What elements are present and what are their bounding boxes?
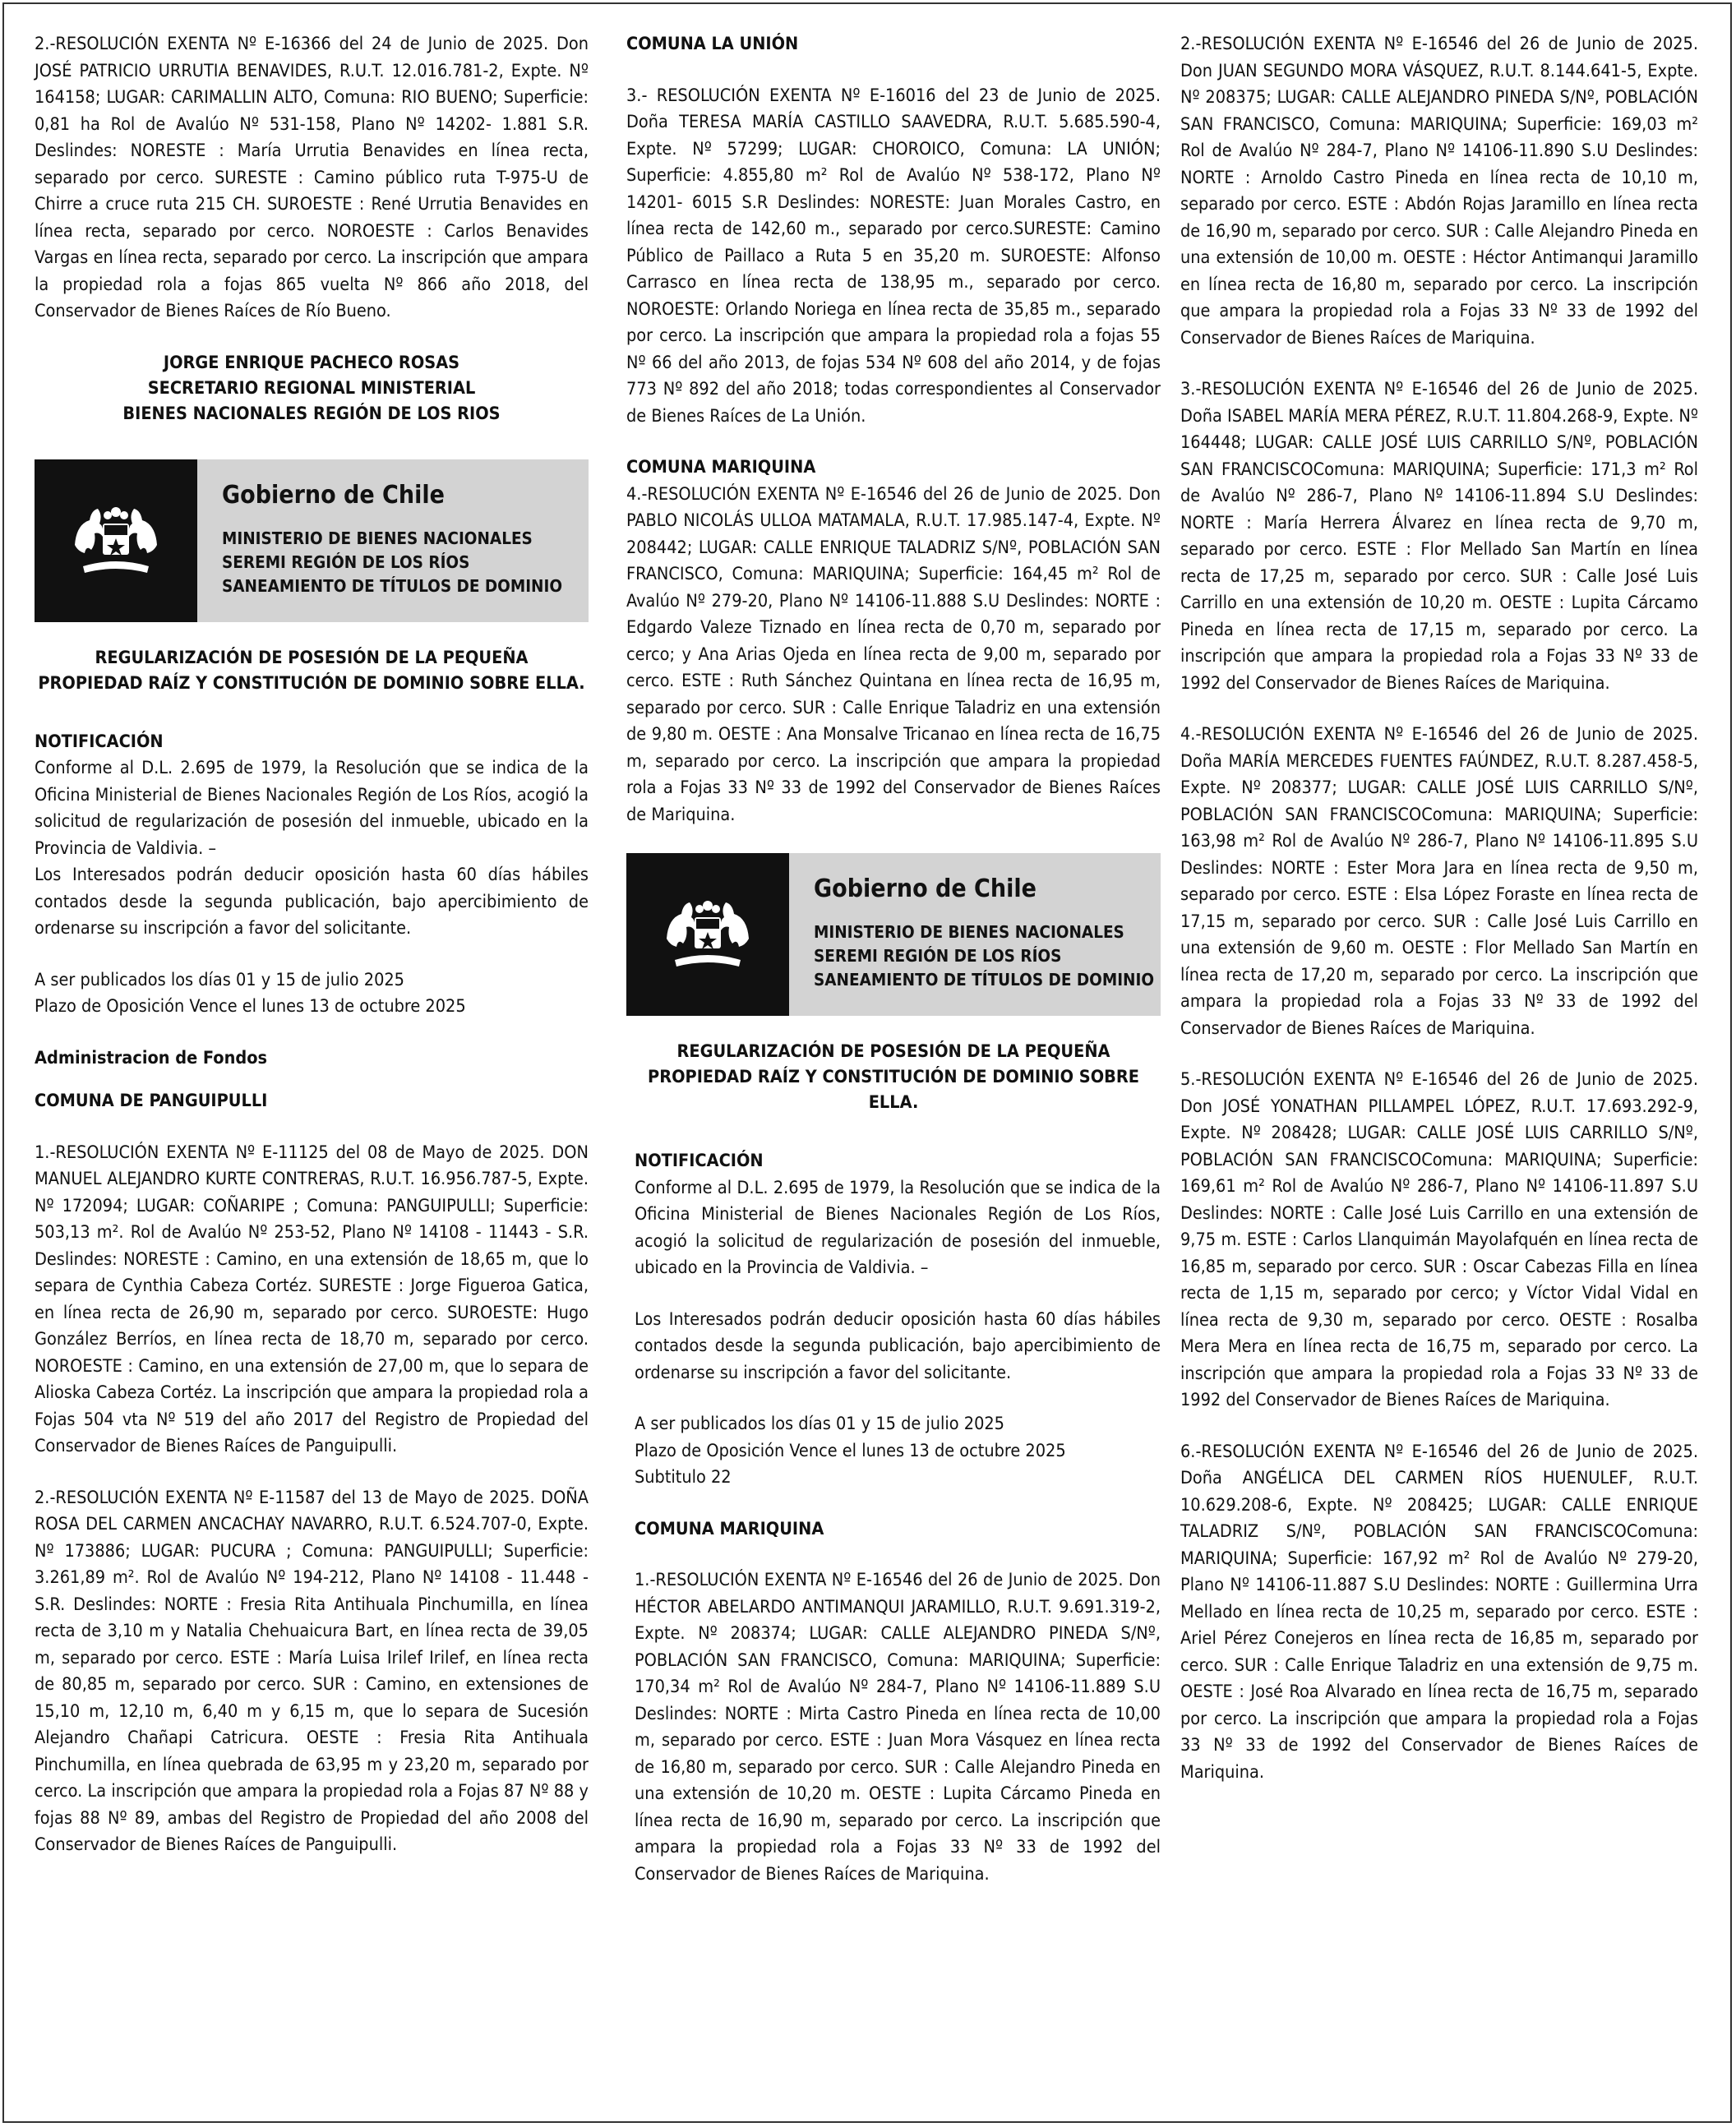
column-1 [35, 31, 589, 1884]
entry-panguipulli-1: 1.-RESOLUCIÓN EXENTA Nº E-11125 del 08 de Mayo de 2025. DON MANUEL ALEJANDRO KURTE CONTRERAS, R.U.T. 16.956.787-5, Expte. Nº 172094; LUGAR: COÑARIPE ; Comuna: PANGUIPULLI; Superficie: 503,13 m². Rol de Avalúo Nº 253-52, Plano Nº 14108 - 11443 - S.R. Deslindes: NORESTE : Camino, en una extensión de 18,65 m, que lo separa de Cynthia Cabeza Cortéz. SURESTE : Jorge Figueroa Gatica, en línea recta de 26,90 m, separado por cerco. SUROESTE: Hugo González Berríos, en línea recta de 18,70 m, separado por cerco. NOROESTE : Camino, en una extensión de 27,00 m, que lo separa de Alioska Cabeza Cortéz. La inscripción que ampara la propiedad rola a Fojas 504 vta Nº 519 del año 2017 del Registro de Propiedad del Conservador de Bienes Raíces de Panguipulli. [35, 1142, 589, 1456]
column-3 [1180, 31, 1698, 1811]
entry-mariquina-3: 3.-RESOLUCIÓN EXENTA Nº E-16546 del 26 de Junio de 2025. Doña ISABEL MARÍA MERA PÉREZ, R.U.T. 11.804.268-9, Expte. Nº 164448; LUGAR: CALLE JOSÉ LUIS CARRILLO S/Nº, POBLACIÓN SAN FRANCISCOComuna: MARIQUINA; Superficie: 171,3 m² Rol de Avalúo Nº 286-7, Plano Nº 14106-11.894 S.U Deslindes: NORTE : María Herrera Álvarez en línea recta de 9,70 m, separado por cerco. ESTE : Flor Mellado San Martín en línea recta de 17,25 m, separado por cerco. SUR : Calle José Luis Carrillo en una extensión de 10,20 m. OESTE : Lupita Cárcamo Pineda en línea recta de 17,15 m, separado por cerco. La inscripción que ampara la propiedad rola a Fojas 33 Nº 33 de 1992 del Conservador de Bienes Raíces de Mariquina. [1180, 379, 1698, 694]
regularizacion-line-2: PROPIEDAD RAÍZ Y CONSTITUCIÓN DE DOMINIO SOBRE ELLA. [648, 1067, 1139, 1113]
signature-dept: BIENES NACIONALES REGIÓN DE LOS RIOS [122, 403, 501, 424]
regularizacion-line-2: PROPIEDAD RAÍZ Y CONSTITUCIÓN DE DOMINIO SOBRE ELLA. [38, 672, 585, 694]
publicacion-fechas: A ser publicados los días 01 y 15 de julio 2025 [35, 969, 404, 990]
entry-panguipulli-2: 2.-RESOLUCIÓN EXENTA Nº E-11587 del 13 de Mayo de 2025. DOÑA ROSA DEL CARMEN ANCACHAY NAVARRO, R.U.T. 6.524.707-0, Expte. Nº 173886; LUGAR: PUCURA ; Comuna: PANGUIPULLI; Superficie: 3.261,89 m². Rol de Avalúo Nº 194-212, Plano Nº 14108 - 11.448 - S.R. Deslindes: NORTE : Fresia Rita Antihuala Pinchumilla, en línea recta de 3,10 m y Natalia Chehuaicura Bart, en línea recta de 39,05 m, separado por cerco. ESTE : María Luisa Irilef Irilef, en línea recta de 80,85 m, separado por cerco. SUR : Camino, en extensiones de 15,10 m, 12,10 m, 6,40 m y 6,15 m, que lo separa de Sucesión Alejandro Chañapi Catricura. OESTE : Fresia Rita Antihuala Pinchumilla, en línea quebrada de 63,95 m y 23,20 m, separado por cerco. La inscripción que ampara la propiedad rola a Fojas 87 Nº 88 y fojas 88 Nº 89, ambas del Registro de Propiedad del año 2008 del Conservador de Bienes Raíces de Panguipulli. [35, 1487, 589, 1855]
chile-coat-of-arms-icon [35, 459, 197, 622]
banner-text [789, 853, 1161, 1016]
oposicion-text-2: Los Interesados podrán deducir oposición hasta 60 días hábiles contados desde la segunda publicación, bajo apercibimiento de ordenarse su inscripción a favor del solicitante. [635, 1308, 1161, 1383]
comuna-mariquina-title: COMUNA MARIQUINA [626, 457, 816, 478]
chile-coat-of-arms-icon [626, 853, 789, 1016]
regularizacion-line-1: REGULARIZACIÓN DE POSESIÓN DE LA PEQUEÑA [95, 647, 529, 668]
comuna-mariquina-title-2: COMUNA MARIQUINA [635, 1518, 824, 1539]
notificacion-text: Conforme al D.L. 2.695 de 1979, la Resolución que se indica de la Oficina Ministerial de Bienes Nacionales Región de Los Ríos, acogió la solicitud de regularización de posesión del inmueble, ubicado en la Provincia de Valdivia. – [35, 758, 589, 859]
gobierno-banner [35, 459, 589, 622]
plazo-oposicion-2: Plazo de Oposición Vence el lunes 13 de octubre 2025 [635, 1440, 1066, 1461]
entry-mariquina-6: 6.-RESOLUCIÓN EXENTA Nº E-16546 del 26 de Junio de 2025. Doña ANGÉLICA DEL CARMEN RÍOS HUENULEF, R.U.T. 10.629.208-6, Expte. Nº 208425; LUGAR: CALLE ENRIQUE TALADRIZ S/Nº, POBLACIÓN SAN FRANCISCOComuna: MARIQUINA; Superficie: 167,92 m² Rol de Avalúo Nº 279-20, Plano Nº 14106-11.887 S.U Deslindes: NORTE : Guillermina Urra Mellado en línea recta de 10,25 m, separado por cerco. ESTE : Ariel Pérez Conejeros en línea recta de 16,85 m, separado por cerco. SUR : Calle Enrique Taladriz en una extensión de 9,75 m. OESTE : José Roa Alvarado en línea recta de 16,75 m, separado por cerco. La inscripción que ampara la propiedad rola a Fojas 33 Nº 33 de 1992 del Conservador de Bienes Raíces de Mariquina. [1180, 1441, 1698, 1783]
entry-mariquina-4b: 4.-RESOLUCIÓN EXENTA Nº E-16546 del 26 de Junio de 2025. Doña MARÍA MERCEDES FUENTES FAÚNDEZ, R.U.T. 8.287.458-5, Expte. Nº 208377; LUGAR: CALLE JOSÉ LUIS CARRILLO S/Nº, POBLACIÓN SAN FRANCISCOComuna: MARIQUINA; Superficie: 163,98 m² Rol de Avalúo Nº 286-7, Plano Nº 14106-11.895 S.U Deslindes: NORTE : Ester Mora Jara en línea recta de 9,50 m, separado por cerco. ESTE : Elsa López Foraste en línea recta de 17,15 m, separado por cerco. SUR : Calle José Luis Carrillo en una extensión de 9,60 m. OESTE : Flor Mellado San Martín en línea recta de 17,20 m, separado por cerco. La inscripción que ampara la propiedad rola a Fojas 33 Nº 33 de 1992 del Conservador de Bienes Raíces de Mariquina. [1180, 724, 1698, 1039]
banner-title: Gobierno de Chile [814, 874, 1037, 903]
administracion-fondos: Administracion de Fondos [35, 1047, 267, 1068]
notificacion-text-2: Conforme al D.L. 2.695 de 1979, la Resolución que se indica de la Oficina Ministerial de Bienes Nacionales Región de Los Ríos, acogió la solicitud de regularización de posesión del inmueble, ubicado en la Provincia de Valdivia. – [635, 1177, 1161, 1278]
subtitulo: Subtitulo 22 [635, 1467, 732, 1488]
column-2 [626, 31, 1161, 1912]
banner-title: Gobierno de Chile [222, 480, 445, 510]
entry-mariquina-4: 4.-RESOLUCIÓN EXENTA Nº E-16546 del 26 de Junio de 2025. Don PABLO NICOLÁS ULLOA MATAMALA, R.U.T. 17.985.147-4, Expte. Nº 208442; LUGAR: CALLE ENRIQUE TALADRIZ S/Nº, POBLACIÓN SAN FRANCISCO, Comuna: MARIQUINA; Superficie: 164,45 m² Rol de Avalúo Nº 279-20, Plano Nº 14106-11.888 S.U Deslindes: NORTE : Edgardo Valeze Tiznado en línea recta de 0,70 m, separado por cerco; y Ana Arias Ojeda en línea recta de 9,00 m, separado por cerco. ESTE : Ruth Sánchez Quintana en línea recta de 16,95 m, separado por cerco. SUR : Calle Enrique Taladriz en una extensión de 9,80 m. OESTE : Ana Monsalve Tricanao en línea recta de 16,75 m, separado por cerco. La inscripción que ampara la propiedad rola a Fojas 33 Nº 33 de 1992 del Conservador de Bienes Raíces de Mariquina. [626, 483, 1161, 825]
banner-text [197, 459, 589, 622]
entry-mariquina-1: 1.-RESOLUCIÓN EXENTA Nº E-16546 del 26 de Junio de 2025. Don HÉCTOR ABELARDO ANTIMANQUI JARAMILLO, R.U.T. 9.691.319-2, Expte. Nº 208374; LUGAR: CALLE ALEJANDRO PINEDA S/Nº, POBLACIÓN SAN FRANCISCO, Comuna: MARIQUINA; Superficie: 170,34 m² Rol de Avalúo Nº 284-7, Plano Nº 14106-11.889 S.U Deslindes: NORTE : Mirta Castro Pineda en línea recta de 10,00 m, separado por cerco. ESTE : Juan Mora Vásquez en línea recta de 16,80 m, separado por cerco. SUR : Calle Alejandro Pineda en una extensión de 10,20 m. OESTE : Lupita Cárcamo Pineda en línea recta de 16,90 m, separado por cerco. La inscripción que ampara la propiedad rola a Fojas 33 Nº 33 de 1992 del Conservador de Bienes Raíces de Mariquina. [635, 1570, 1161, 1885]
banner-ministry: MINISTERIO DE BIENES NACIONALES [814, 922, 1124, 942]
entry-mariquina-5: 5.-RESOLUCIÓN EXENTA Nº E-16546 del 26 de Junio de 2025. Don JOSÉ YONATHAN PILLAMPEL LÓPEZ, R.U.T. 17.693.292-9, Expte. Nº 208428; LUGAR: CALLE JOSÉ LUIS CARRILLO S/Nº, POBLACIÓN SAN FRANCISCOComuna: MARIQUINA; Superficie: 169,61 m² Rol de Avalúo Nº 286-7, Plano Nº 14106-11.897 S.U Deslindes: NORTE : Calle José Luis Carrillo en una extensión de 9,75 m. ESTE : Carlos Llanquimán Mayolafquén en línea recta de 16,85 m, separado por cerco. SUR : Oscar Cabezas Filla en línea recta de 1,15 m, separado por cerco; y Víctor Vidal Vidal en línea recta de 9,30 m, separado por cerco. OESTE : Rosalba Mera Mera en línea recta de 16,75 m, separado por cerco. La inscripción que ampara la propiedad rola a Fojas 33 Nº 33 de 1992 del Conservador de Bienes Raíces de Mariquina. [1180, 1069, 1698, 1410]
regularizacion-heading [35, 645, 589, 696]
entry-mariquina-2: 2.-RESOLUCIÓN EXENTA Nº E-16546 del 26 de Junio de 2025. Don JUAN SEGUNDO MORA VÁSQUEZ, R.U.T. 8.144.641-5, Expte. Nº 208375; LUGAR: CALLE ALEJANDRO PINEDA S/Nº, POBLACIÓN SAN FRANCISCO, Comuna: MARIQUINA; Superficie: 169,03 m² Rol de Avalúo Nº 284-7, Plano Nº 14106-11.890 S.U Deslindes: NORTE : Arnoldo Castro Pineda en línea recta de 10,10 m, separado por cerco. ESTE : Abdón Rojas Jaramillo en línea recta de 16,90 m, separado por cerco. SUR : Calle Alejandro Pineda en una extensión de 10,00 m. OESTE : Héctor Antimanqui Jaramillo en línea recta de 16,80 m, separado por cerco. La inscripción que ampara la propiedad rola a Fojas 33 Nº 33 de 1992 del Conservador de Bienes Raíces de Mariquina. [1180, 34, 1698, 348]
regularizacion-heading-2 [626, 1039, 1161, 1115]
comuna-la-union-title: COMUNA LA UNIÓN [626, 34, 799, 54]
gobierno-banner-2 [626, 853, 1161, 1016]
notificacion-title-2: NOTIFICACIÓN [635, 1151, 764, 1171]
banner-saneamiento: SANEAMIENTO DE TÍTULOS DE DOMINIO [222, 575, 563, 596]
signature-block [35, 350, 589, 427]
signature-role: SECRETARIO REGIONAL MINISTERIAL [147, 377, 476, 399]
banner-seremi: SEREMI REGIÓN DE LOS RÍOS [814, 946, 1062, 966]
notificacion-title: NOTIFICACIÓN [35, 731, 164, 752]
banner-saneamiento: SANEAMIENTO DE TÍTULOS DE DOMINIO [814, 970, 1155, 990]
oposicion-text: Los Interesados podrán deducir oposición hasta 60 días hábiles contados desde la segunda publicación, bajo apercibimiento de ordenarse su inscripción a favor del solicitante. [35, 865, 589, 939]
banner-ministry: MINISTERIO DE BIENES NACIONALES [222, 528, 533, 548]
entry-la-union-3: 3.- RESOLUCIÓN EXENTA Nº E-16016 del 23 de Junio de 2025. Doña TERESA MARÍA CASTILLO SAAVEDRA, R.U.T. 5.685.590-4, Expte. Nº 57299; LUGAR: CHOROICO, Comuna: LA UNIÓN; Superficie: 4.855,80 m² Rol de Avalúo Nº 538-172, Plano Nº 14201- 6015 S.R Deslindes: NORESTE: Juan Morales Castro, en línea recta de 142,60 m., separado por cerco.SURESTE: Camino Público de Paillaco a Ruta 5 en 35,20 m. SUROESTE: Alfonso Carrasco en línea recta de 138,95 m., separado por cerco. NOROESTE: Orlando Noriega en línea recta de 35,85 m., separado por cerco. La inscripción que ampara la propiedad rola a fojas 55 Nº 66 del año 2013, de fojas 534 Nº 608 del año 2014, y de fojas 773 Nº 892 del año 2018; todas correspondientes al Conservador de Bienes Raíces de La Unión. [626, 85, 1161, 427]
publicacion-fechas-2: A ser publicados los días 01 y 15 de julio 2025 [635, 1414, 1004, 1434]
regularizacion-line-1: REGULARIZACIÓN DE POSESIÓN DE LA PEQUEÑA [676, 1041, 1110, 1062]
comuna-panguipulli-title: COMUNA DE PANGUIPULLI [35, 1091, 268, 1111]
plazo-oposicion: Plazo de Oposición Vence el lunes 13 de octubre 2025 [35, 996, 466, 1017]
signature-name: JORGE ENRIQUE PACHECO ROSAS [163, 352, 460, 373]
entry-rio-bueno: 2.-RESOLUCIÓN EXENTA Nº E-16366 del 24 de Junio de 2025. Don JOSÉ PATRICIO URRUTIA BENAVIDES, R.U.T. 12.016.781-2, Expte. Nº 164158; LUGAR: CARIMALLIN ALTO, Comuna: RIO BUENO; Superficie: 0,81 ha Rol de Avalúo Nº 531-158, Plano Nº 14202- 1.881 S.R. Deslindes: NORESTE : María Urrutia Benavides en línea recta, separado por cerco. SURESTE : Camino público ruta T-975-U de Chirre a cruce ruta 215 CH. SUROESTE : René Urrutia Benavides en línea recta, separado por cerco. NOROESTE : Carlos Benavides Vargas en línea recta, separado por cerco. La inscripción que ampara la propiedad rola a fojas 865 vuelta Nº 866 año 2018, del Conservador de Bienes Raíces de Río Bueno. [35, 34, 589, 321]
banner-seremi: SEREMI REGIÓN DE LOS RÍOS [222, 551, 470, 572]
